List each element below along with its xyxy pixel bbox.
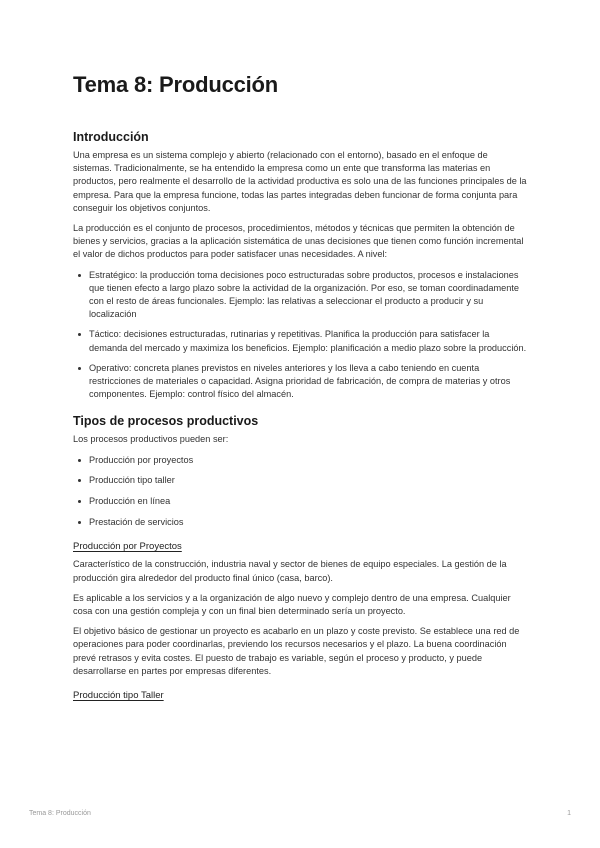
levels-list xyxy=(73,269,529,402)
proyectos-paragraph-3: El objetivo básico de gestionar un proyecto es acabarlo en un plazo y coste previsto. Se establece una red de operaciones para poder coordinarlas, previendo los recursos necesarios y el plazo. La buena coordinación prevé retrasos y evita costes. El puesto de trabajo es variable, según el proceso y producto, y puede desarrollarse en partes por empresas diferentes. xyxy=(73,626,520,676)
list-item-estrategico: Estratégico: la producción toma decisiones poco estructuradas sobre productos, procesos e instalaciones que tienen efecto a largo plazo sobre la actividad de la organización. Por eso, se toman coordinadamente con el resto de áreas funcionales. Ejemplo: las relativas a seleccionar el producto a producir y su localización xyxy=(89,269,529,322)
section-heading-tipos: Tipos de procesos productivos xyxy=(73,414,259,429)
document-body xyxy=(73,130,529,707)
tipos-list xyxy=(73,454,529,529)
list-item: Producción por proyectos xyxy=(89,454,529,467)
intro-paragraph-1: Una empresa es un sistema complejo y abierto (relacionado con el entorno), basado en el enfoque de sistemas. Tradicionalmente, se ha entendido la empresa como un ente que transforma las materias en productos, pero realmente el desarrollo de la actividad productiva es solo una de las funciones principales de la empresa. Para que la empresa funcione, todas las partes integradas deben funcionar de forma conjunta para conseguir los objetivos conjuntos. xyxy=(73,150,527,213)
footer-label: Tema 8: Producción xyxy=(29,810,91,817)
list-item-tactico: Táctico: decisiones estructuradas, rutinarias y repetitivas. Planifica la producción para satisfacer la demanda del mercado y maximiza los beneficios. Ejemplo: planificación a medio plazo sobre la producción. xyxy=(89,328,529,354)
list-item: Prestación de servicios xyxy=(89,516,529,529)
tipos-lead: Los procesos productivos pueden ser: xyxy=(73,434,229,445)
list-item: Producción tipo taller xyxy=(89,474,529,487)
page-footer xyxy=(29,810,571,817)
list-item: Producción en línea xyxy=(89,495,529,508)
list-item-operativo: Operativo: concreta planes previstos en niveles anteriores y los lleva a cabo teniendo en cuenta restricciones de materiales o capacidad. Asigna prioridad de fabricación, de compra de materias y otros componentes. Ejemplo: control físico del almacén. xyxy=(89,362,529,402)
proyectos-paragraph-2: Es aplicable a los servicios y a la organización de algo nuevo y complejo dentro de una empresa. Cualquier cosa con una gestión compleja y con un final bien determinado sería un proyecto. xyxy=(73,592,511,617)
page-title: Tema 8: Producción xyxy=(73,72,279,97)
subheading-taller: Producción tipo Taller xyxy=(73,690,164,702)
proyectos-paragraph-1: Característico de la construcción, industria naval y sector de bienes de equipo especiales. La gestión de la producción gira alrededor del producto final único (casa, barco). xyxy=(73,559,507,583)
section-heading-introduccion: Introducción xyxy=(73,130,149,144)
subheading-proyectos: Producción por Proyectos xyxy=(73,541,182,553)
intro-paragraph-2: La producción es el conjunto de procesos, procedimientos, métodos y técnicas que permiten la obtención de bienes y servicios, gracias a la aplicación sistemática de unas decisiones que tienen como función incremental el valor de dichos productos para poder satisfacer unas necesidades. A nivel: xyxy=(73,223,524,260)
page-number: 1 xyxy=(567,810,571,817)
